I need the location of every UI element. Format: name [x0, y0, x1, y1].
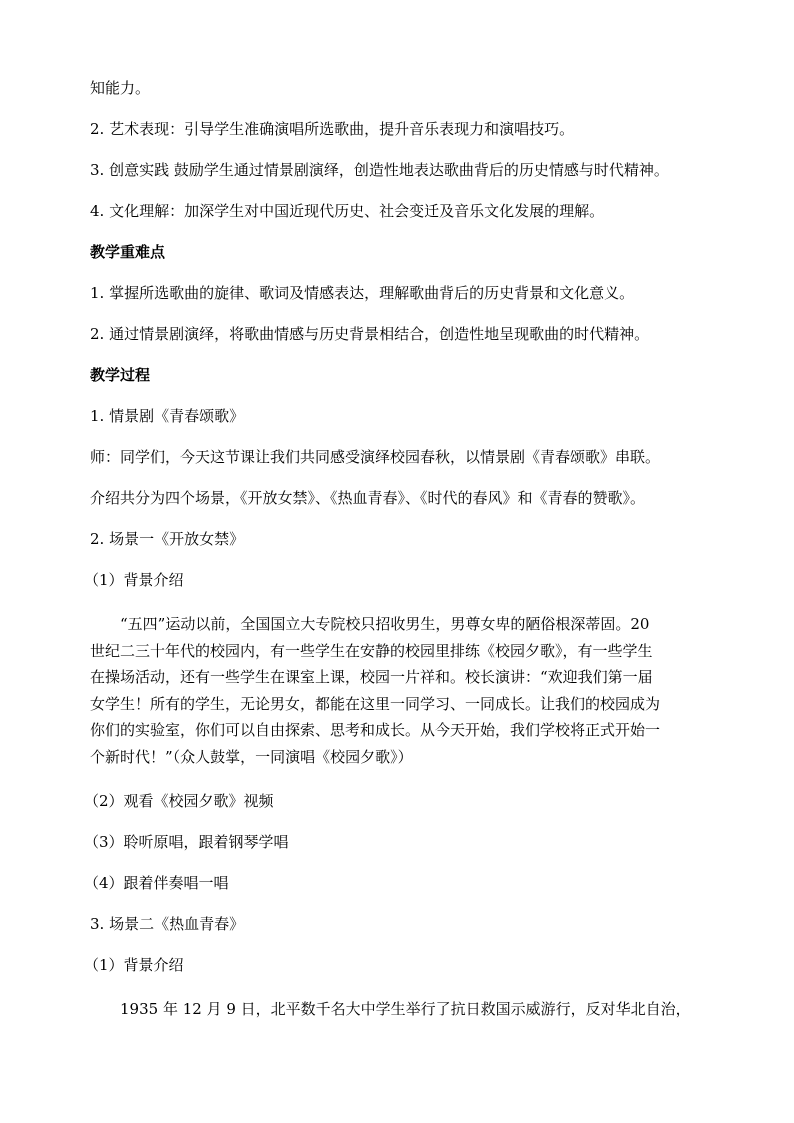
goal-item: 2. 艺术表现：引导学生准确演唱所选歌曲，提升音乐表现力和演唱技巧。 — [90, 120, 575, 138]
body-line: 师：同学们，今天这节课让我们共同感受演绎校园春秋，以情景剧《青春颂歌》串联。 — [90, 448, 661, 466]
paragraph-line: 在操场活动，还有一些学生在课室上课，校园一片祥和。校长演讲：“欢迎我们第一届 — [90, 668, 653, 686]
paragraph-line: 1935 年 12 月 9 日，北平数千名大中学生举行了抗日救国示威游行，反对华北自治， — [120, 1000, 691, 1018]
paragraph-line: 世纪二三十年代的校园内，有一些学生在安静的校园里排练《校园夕歌》，有一些学生 — [90, 641, 653, 660]
step-item: （1）背景介绍 — [84, 956, 184, 974]
key-point-item: 1. 掌握所选歌曲的旋律、歌词及情感表达，理解歌曲背后的历史背景和文化意义。 — [90, 284, 635, 302]
key-point-item: 2. 通过情景剧演绎，将歌曲情感与历史背景相结合，创造性地呈现歌曲的时代精神。 — [90, 325, 650, 343]
goal-item: 3. 创意实践 鼓励学生通过情景剧演绎，创造性地表达歌曲背后的历史情感与时代精神。 — [90, 161, 669, 179]
step-item: （1）背景介绍 — [84, 571, 184, 589]
paragraph-line: 你们的实验室，你们可以自由探索、思考和成长。从今天开始，我们学校将正式开始一 — [90, 721, 661, 739]
section-title: 3. 场景二《热血青春》 — [90, 915, 245, 933]
step-item: （3）聆听原唱，跟着钢琴学唱 — [84, 833, 289, 851]
body-line: 介绍共分为四个场景，《开放女禁》、《热血青春》、《时代的春风》和《青春的赞歌》。 — [90, 489, 646, 507]
section-title: 2. 场景一《开放女禁》 — [90, 530, 245, 548]
paragraph-line: 女学生！所有的学生，无论男女，都能在这里一同学习、一同成长。让我们的校园成为 — [90, 694, 661, 713]
background-paragraph — [90, 996, 720, 1023]
background-paragraph — [90, 611, 720, 770]
paragraph-line: 个新时代！”（众人鼓掌，一同演唱《校园夕歌》） — [90, 747, 413, 766]
document-page — [84, 78, 720, 1044]
step-item: （4）跟着伴奏唱一唱 — [84, 874, 229, 892]
paragraph-line: “五四”运动以前，全国国立大专院校只招收男生，男尊女卑的陋俗根深蒂固。20 — [120, 615, 650, 633]
step-item: （2）观看《校园夕歌》视频 — [84, 792, 274, 810]
section-title: 1. 情景剧《青春颂歌》 — [90, 407, 245, 425]
goal-tail: 知能力。 — [90, 79, 151, 97]
process-heading: 教学过程 — [90, 366, 151, 384]
goal-item: 4. 文化理解：加深学生对中国近现代历史、社会变迁及音乐文化发展的理解。 — [90, 202, 605, 220]
key-points-heading: 教学重难点 — [90, 243, 166, 261]
